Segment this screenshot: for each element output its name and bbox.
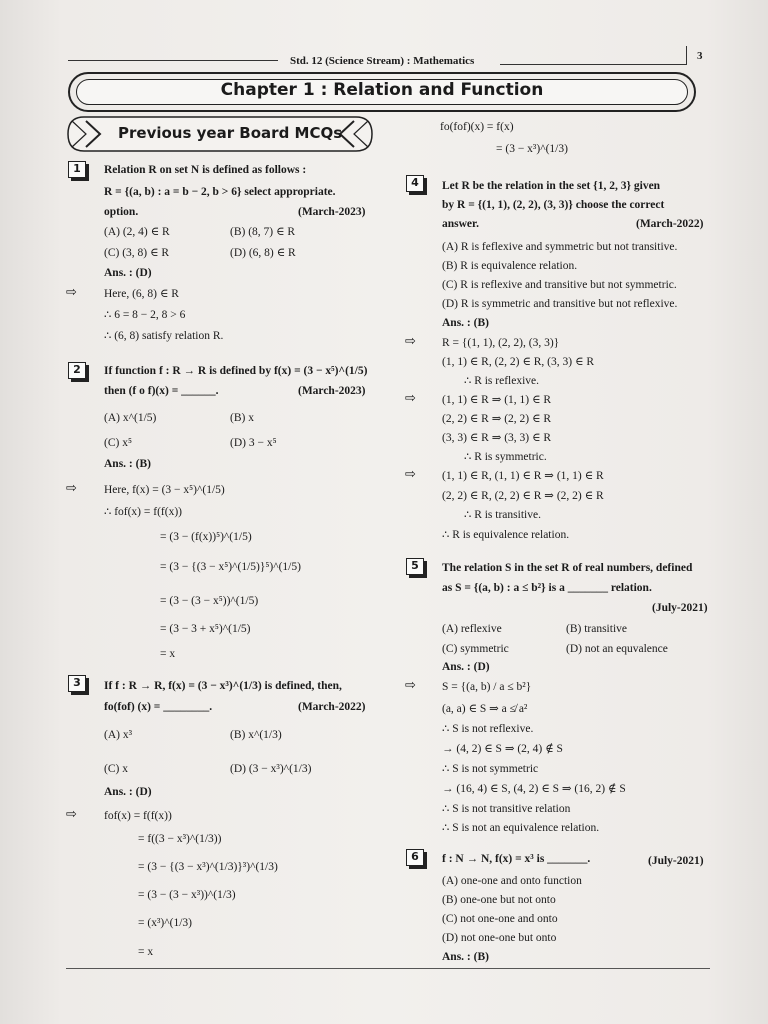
solution-arrow-icon: ⇨	[66, 285, 77, 300]
section-banner	[66, 115, 374, 153]
q5-sol-1: S = {(a, b) / a ≤ b²}	[442, 681, 532, 693]
q4-date: (March-2022)	[636, 218, 704, 230]
q2-answer: Ans. : (B)	[104, 458, 151, 470]
q5-line-2: as S = {(a, b) : a ≤ b²} is a _______ relation.	[442, 582, 652, 594]
q4-sol-5: (2, 2) ∈ R ⇒ (2, 2) ∈ R	[442, 413, 552, 425]
q4-line-3: answer.	[442, 218, 479, 230]
q6-answer: Ans. : (B)	[442, 951, 489, 963]
q4-option-c: (C) R is reflexive and transitive but not symmetric.	[442, 279, 677, 291]
q3-line-1: If f : R → R, f(x) = (3 − x³)^(1/3) is defined, then,	[104, 680, 342, 692]
q6-option-c: (C) not one-one and onto	[442, 913, 558, 925]
footer-rule	[66, 968, 710, 969]
q3-sol-3: = (3 − {(3 − x³)^(1/3)}³)^(1/3)	[138, 861, 278, 873]
q5-date: (July-2021)	[652, 602, 708, 614]
q1-sol-1: Here, (6, 8) ∈ R	[104, 288, 179, 300]
q2-option-a: (A) x^(1/5)	[104, 412, 157, 424]
q4-sol-9: (2, 2) ∈ R, (2, 2) ∈ R ⇒ (2, 2) ∈ R	[442, 490, 604, 502]
q4-sol-4: (1, 1) ∈ R ⇒ (1, 1) ∈ R	[442, 394, 552, 406]
q2-sol-6: = (3 − 3 + x⁵)^(1/5)	[160, 623, 251, 635]
q3-option-d: (D) (3 − x³)^(1/3)	[230, 763, 312, 775]
q5-option-d: (D) not an equvalence	[566, 643, 668, 655]
q1-sol-3: ∴ (6, 8) satisfy relation R.	[104, 330, 224, 342]
question-number-3: 3	[68, 675, 86, 692]
question-number-4: 4	[406, 175, 424, 192]
q4-answer: Ans. : (B)	[442, 317, 489, 329]
q2-option-d: (D) 3 − x⁵	[230, 437, 277, 449]
q1-option-d: (D) (6, 8) ∈ R	[230, 247, 296, 259]
q2-sol-2: ∴ fof(x) = f(f(x))	[104, 506, 182, 518]
solution-arrow-icon: ⇨	[405, 391, 416, 406]
q2-sol-1: Here, f(x) = (3 − x⁵)^(1/5)	[104, 484, 225, 496]
q5-sol-3: ∴ S is not reflexive.	[442, 723, 534, 735]
q3-sol-7: fo(fof)(x) = f(x)	[440, 121, 514, 133]
q1-line-3: option.	[104, 206, 139, 218]
q5-sol-7: ∴ S is not transitive relation	[442, 803, 571, 815]
q3-sol-4: = (3 − (3 − x³))^(1/3)	[138, 889, 236, 901]
q3-option-b: (B) x^(1/3)	[230, 729, 282, 741]
q6-option-b: (B) one-one but not onto	[442, 894, 556, 906]
q4-option-a: (A) R is feflexive and symmetric but not transitive.	[442, 241, 678, 253]
q4-sol-10: ∴ R is transitive.	[464, 509, 541, 521]
q1-option-b: (B) (8, 7) ∈ R	[230, 226, 296, 238]
q1-date: (March-2023)	[298, 206, 366, 218]
solution-arrow-icon: ⇨	[405, 334, 416, 349]
q2-line-2: then (f o f)(x) = ______.	[104, 385, 219, 397]
q3-answer: Ans. : (D)	[104, 786, 152, 798]
q3-date: (March-2022)	[298, 701, 366, 713]
q2-option-b: (B) x	[230, 412, 254, 424]
q3-sol-8: = (3 − x³)^(1/3)	[496, 143, 568, 155]
q5-sol-2: (a, a) ∈ S ⇒ a ≰ a²	[442, 703, 528, 715]
q3-sol-2: = f((3 − x³)^(1/3))	[138, 833, 222, 845]
q6-option-d: (D) not one-one but onto	[442, 932, 557, 944]
q2-sol-4: = (3 − {(3 − x⁵)^(1/5)}⁵)^(1/5)	[160, 561, 301, 573]
solution-arrow-icon: ⇨	[66, 807, 77, 822]
q4-line-2: by R = {(1, 1), (2, 2), (3, 3)} choose the correct	[442, 199, 665, 211]
q5-option-a: (A) reflexive	[442, 623, 502, 635]
q4-sol-11: ∴ R is equivalence relation.	[442, 529, 570, 541]
q2-option-c: (C) x⁵	[104, 437, 132, 449]
q5-option-b: (B) transitive	[566, 623, 627, 635]
q4-sol-2: (1, 1) ∈ R, (2, 2) ∈ R, (3, 3) ∈ R	[442, 356, 595, 368]
q6-line-1: f : N → N, f(x) = x³ is _______.	[442, 853, 591, 865]
q4-sol-3: ∴ R is reflexive.	[464, 375, 540, 387]
q3-sol-5: = (x³)^(1/3)	[138, 917, 192, 929]
solution-arrow-icon: ⇨	[405, 678, 416, 693]
q3-sol-6: = x	[138, 946, 154, 958]
q5-sol-6: → (16, 4) ∈ S, (4, 2) ∈ S ⇒ (16, 2) ∉ S	[442, 783, 626, 795]
question-number-6: 6	[406, 849, 424, 866]
question-number-1: 1	[68, 161, 86, 178]
section-title: Previous year Board MCQs	[118, 124, 343, 142]
question-number-2: 2	[68, 362, 86, 379]
header-tick	[686, 46, 687, 65]
chapter-title: Chapter 1 : Relation and Function	[220, 80, 544, 100]
q5-option-c: (C) symmetric	[442, 643, 509, 655]
q1-sol-2: ∴ 6 = 8 − 2, 8 > 6	[104, 309, 186, 321]
q4-line-1: Let R be the relation in the set {1, 2, 3} given	[442, 180, 661, 192]
page-header: Std. 12 (Science Stream) : Mathematics	[290, 55, 475, 67]
q4-sol-7: ∴ R is symmetric.	[464, 451, 547, 463]
header-rule-right	[500, 64, 686, 65]
q4-sol-6: (3, 3) ∈ R ⇒ (3, 3) ∈ R	[442, 432, 552, 444]
q3-option-a: (A) x³	[104, 729, 133, 741]
header-rule-left	[68, 60, 278, 61]
q5-sol-5: ∴ S is not symmetric	[442, 763, 539, 775]
q2-date: (March-2023)	[298, 385, 366, 397]
page-number: 3	[697, 50, 703, 62]
q2-line-1: If function f : R → R is defined by f(x) = (3 − x⁵)^(1/5)	[104, 365, 368, 377]
q5-line-1: The relation S in the set R of real numbers, defined	[442, 562, 693, 574]
solution-arrow-icon: ⇨	[405, 467, 416, 482]
q2-sol-7: = x	[160, 648, 176, 660]
q1-line-1: Relation R on set N is defined as follows :	[104, 164, 307, 176]
q1-line-2: R = {(a, b) : a = b − 2, b > 6} select appropriate.	[104, 186, 336, 198]
q3-sol-1: fof(x) = f(f(x))	[104, 810, 172, 822]
q6-option-a: (A) one-one and onto function	[442, 875, 582, 887]
q5-sol-8: ∴ S is not an equivalence relation.	[442, 822, 600, 834]
q1-option-c: (C) (3, 8) ∈ R	[104, 247, 170, 259]
question-number-5: 5	[406, 558, 424, 575]
q4-option-d: (D) R is symmetric and transitive but not reflexive.	[442, 298, 678, 310]
q1-answer: Ans. : (D)	[104, 267, 152, 279]
solution-arrow-icon: ⇨	[66, 481, 77, 496]
q2-sol-5: = (3 − (3 − x⁵))^(1/5)	[160, 595, 259, 607]
q5-answer: Ans. : (D)	[442, 661, 490, 673]
q4-sol-8: (1, 1) ∈ R, (1, 1) ∈ R ⇒ (1, 1) ∈ R	[442, 470, 604, 482]
q3-option-c: (C) x	[104, 763, 128, 775]
q3-line-2: fo(fof) (x) = ________.	[104, 701, 213, 713]
chapter-title-box	[68, 72, 696, 112]
q5-sol-4: → (4, 2) ∈ S ⇒ (2, 4) ∉ S	[442, 743, 563, 755]
q2-sol-3: = (3 − (f(x))⁵)^(1/5)	[160, 531, 252, 543]
q4-option-b: (B) R is equivalence relation.	[442, 260, 578, 272]
q4-sol-1: R = {(1, 1), (2, 2), (3, 3)}	[442, 337, 560, 349]
q6-date: (July-2021)	[648, 855, 704, 867]
q1-option-a: (A) (2, 4) ∈ R	[104, 226, 170, 238]
